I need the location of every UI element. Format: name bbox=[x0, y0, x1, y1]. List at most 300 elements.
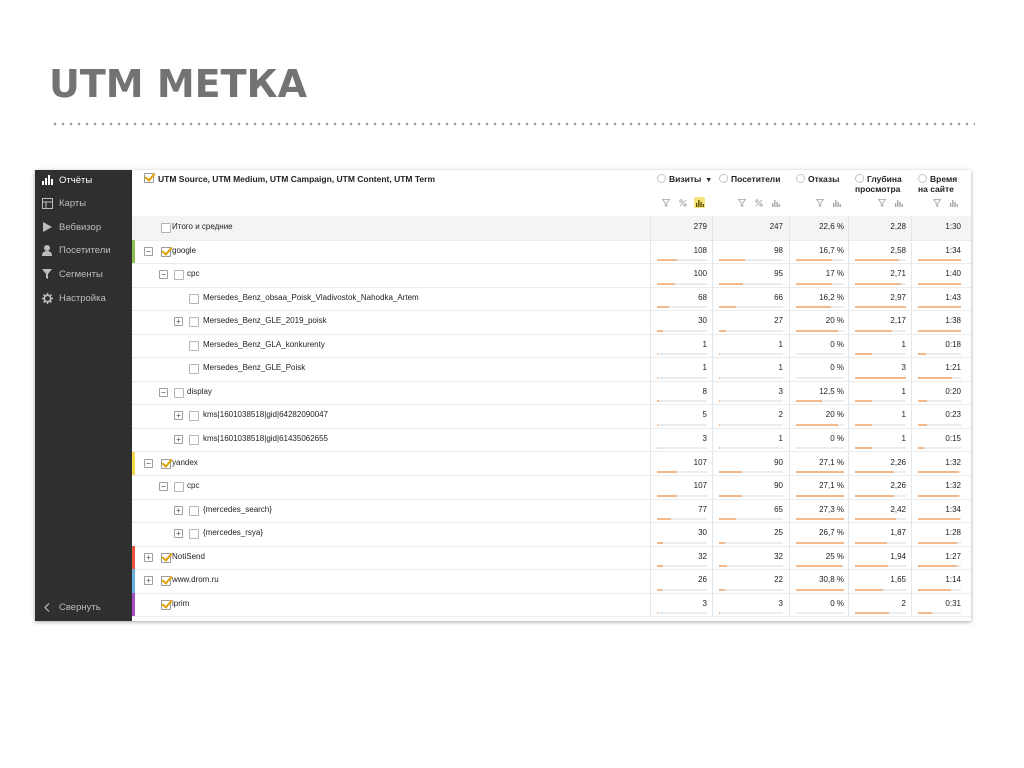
cell-visits: 30 bbox=[698, 528, 707, 538]
cell-time: 0:23 bbox=[945, 410, 961, 420]
cell-visits: 26 bbox=[698, 575, 707, 585]
bar-fill bbox=[918, 447, 924, 449]
bar-track bbox=[796, 518, 844, 520]
bar-track bbox=[918, 353, 961, 355]
column-separator bbox=[712, 569, 713, 593]
cell-depth: 2,28 bbox=[890, 222, 906, 231]
bar-fill bbox=[796, 306, 831, 308]
column-separator bbox=[712, 240, 713, 264]
row-checkbox[interactable] bbox=[161, 576, 171, 586]
bar-fill bbox=[918, 612, 932, 614]
column-separator bbox=[911, 452, 912, 476]
cell-time: 1:43 bbox=[945, 292, 961, 302]
series-color-stripe bbox=[132, 452, 135, 476]
bar-track bbox=[855, 589, 906, 591]
column-separator bbox=[712, 381, 713, 405]
cell-visits: 77 bbox=[698, 504, 707, 514]
totals-row[interactable] bbox=[132, 216, 971, 241]
sidebar-item-2[interactable] bbox=[35, 217, 132, 237]
map-icon bbox=[40, 197, 54, 211]
row-checkbox[interactable] bbox=[189, 317, 199, 327]
table-row[interactable] bbox=[132, 452, 971, 477]
row-checkbox[interactable] bbox=[189, 529, 199, 539]
bar-fill bbox=[657, 471, 677, 473]
bar-fill bbox=[719, 589, 725, 591]
bar-fill bbox=[719, 471, 742, 473]
sidebar-item-4[interactable] bbox=[35, 264, 132, 284]
sidebar-item-1[interactable] bbox=[35, 194, 132, 214]
table-row[interactable] bbox=[132, 522, 971, 547]
table-row[interactable] bbox=[132, 475, 971, 500]
row-label[interactable]: kms|1601038518|gid|61435062655 bbox=[203, 433, 329, 443]
cell-depth: 1,87 bbox=[890, 528, 906, 538]
column-separator bbox=[712, 475, 713, 499]
row-checkbox[interactable] bbox=[161, 553, 171, 563]
column-separator bbox=[789, 475, 790, 499]
cell-visitors: 95 bbox=[774, 269, 783, 279]
cell-depth: 2,26 bbox=[890, 457, 906, 467]
bar-track bbox=[796, 377, 844, 379]
cell-time: 1:34 bbox=[945, 245, 961, 255]
help-icon[interactable] bbox=[918, 174, 927, 183]
table-row[interactable] bbox=[132, 404, 971, 429]
row-label[interactable]: cpc bbox=[187, 481, 200, 491]
cell-bounce: 27,1 % bbox=[819, 457, 844, 467]
row-label[interactable]: NotiSend bbox=[172, 551, 205, 561]
bar-track bbox=[719, 565, 783, 567]
sidebar-item-0[interactable] bbox=[35, 170, 132, 190]
bar-track bbox=[719, 447, 783, 449]
cell-visits: 30 bbox=[698, 316, 707, 326]
cell-time: 0:20 bbox=[945, 386, 961, 396]
bar-fill bbox=[855, 471, 894, 473]
cell-depth: 2,26 bbox=[890, 481, 906, 491]
row-label[interactable]: Mersedes_Benz_GLE_2019_poisk bbox=[203, 316, 327, 326]
column-separator bbox=[650, 522, 651, 546]
bar-track bbox=[657, 424, 707, 426]
bar-fill bbox=[657, 518, 671, 520]
expand-row-icon[interactable]: + bbox=[174, 411, 183, 420]
column-separator bbox=[712, 263, 713, 287]
table-row[interactable] bbox=[132, 357, 971, 382]
bar-fill bbox=[796, 283, 832, 285]
bar-fill bbox=[855, 259, 899, 261]
bar-track bbox=[657, 447, 707, 449]
column-separator bbox=[789, 240, 790, 264]
funnel-icon[interactable] bbox=[931, 197, 942, 208]
row-checkbox[interactable] bbox=[189, 411, 199, 421]
column-separator bbox=[712, 216, 713, 240]
bar-track bbox=[855, 400, 906, 402]
bar-track bbox=[796, 353, 844, 355]
row-label[interactable]: kms|1601038518|gid|64282090047 bbox=[203, 410, 329, 420]
bar-track bbox=[719, 400, 783, 402]
cell-depth: 1,94 bbox=[890, 551, 906, 561]
row-label[interactable]: {mercedes_search} bbox=[203, 504, 272, 514]
bar-track bbox=[918, 330, 961, 332]
expand-row-icon[interactable]: + bbox=[174, 529, 183, 538]
collapse-row-icon[interactable]: − bbox=[159, 388, 168, 397]
cell-visitors: 98 bbox=[774, 245, 783, 255]
column-separator bbox=[848, 593, 849, 617]
bar-fill bbox=[918, 259, 961, 261]
column-separator bbox=[712, 522, 713, 546]
cell-depth: 1,65 bbox=[890, 575, 906, 585]
bar-fill bbox=[918, 565, 957, 567]
cell-time: 0:18 bbox=[945, 339, 961, 349]
column-separator bbox=[789, 593, 790, 617]
help-icon[interactable] bbox=[657, 174, 666, 183]
bar-track bbox=[918, 471, 961, 473]
sidebar-item-label: Карты bbox=[59, 198, 87, 210]
column-separator bbox=[911, 357, 912, 381]
bar-track bbox=[657, 353, 707, 355]
bar-track bbox=[855, 306, 906, 308]
cell-depth: 2,97 bbox=[890, 292, 906, 302]
bar-track bbox=[657, 518, 707, 520]
column-separator bbox=[650, 334, 651, 358]
help-icon[interactable] bbox=[855, 174, 864, 183]
column-header-visits[interactable] bbox=[657, 174, 715, 186]
bar-fill bbox=[855, 495, 894, 497]
bar-track bbox=[918, 589, 961, 591]
expand-row-icon[interactable]: + bbox=[144, 576, 153, 585]
funnel-icon[interactable] bbox=[660, 197, 671, 208]
bar-fill bbox=[855, 612, 889, 614]
bar-fill bbox=[918, 495, 959, 497]
funnel-icon[interactable] bbox=[736, 197, 747, 208]
column-header-visitors[interactable] bbox=[719, 174, 791, 184]
bars-small-active-icon[interactable] bbox=[694, 197, 705, 208]
grouping-checkbox[interactable] bbox=[144, 173, 154, 183]
cell-depth: 2 bbox=[901, 598, 906, 608]
collapse-row-icon[interactable]: − bbox=[159, 482, 168, 491]
column-header-depth[interactable] bbox=[855, 174, 914, 194]
table-row[interactable] bbox=[132, 569, 971, 594]
column-separator bbox=[650, 428, 651, 452]
cell-bounce: 26,7 % bbox=[819, 528, 844, 538]
bar-fill bbox=[918, 518, 960, 520]
table-row[interactable] bbox=[132, 546, 971, 571]
table-row[interactable] bbox=[132, 381, 971, 406]
bar-fill bbox=[855, 400, 872, 402]
row-checkbox[interactable] bbox=[174, 388, 184, 398]
cell-depth: 2,17 bbox=[890, 316, 906, 326]
cell-bounce: 30,8 % bbox=[819, 575, 844, 585]
bar-track bbox=[855, 353, 906, 355]
cell-visitors: 1 bbox=[778, 339, 783, 349]
column-separator bbox=[848, 522, 849, 546]
cell-depth: 1 bbox=[901, 386, 906, 396]
bar-track bbox=[719, 612, 783, 614]
cell-time: 0:31 bbox=[945, 598, 961, 608]
table-row[interactable] bbox=[132, 310, 971, 335]
expand-row-icon[interactable]: + bbox=[174, 317, 183, 326]
cell-visits: 1 bbox=[702, 363, 707, 373]
sidebar-item-5[interactable] bbox=[35, 288, 132, 308]
bar-fill bbox=[855, 377, 906, 379]
row-label[interactable]: Mersedes_Benz_obsaa_Poisk_Vladivostok_Nahodka_Artem bbox=[203, 292, 419, 302]
bar-track bbox=[918, 612, 961, 614]
collapse-row-icon[interactable]: − bbox=[159, 270, 168, 279]
column-separator bbox=[650, 546, 651, 570]
bar-track bbox=[657, 306, 707, 308]
cell-bounce: 0 % bbox=[830, 598, 844, 608]
column-separator bbox=[789, 452, 790, 476]
cell-visitors: 90 bbox=[774, 481, 783, 491]
bar-track bbox=[796, 259, 844, 261]
column-separator bbox=[650, 475, 651, 499]
bar-track bbox=[719, 471, 783, 473]
expand-row-icon[interactable]: + bbox=[174, 506, 183, 515]
bar-fill bbox=[719, 330, 726, 332]
column-header-label: Время на сайте bbox=[918, 174, 958, 194]
column-separator bbox=[848, 287, 849, 311]
row-checkbox[interactable] bbox=[189, 364, 199, 374]
collapse-label: Свернуть bbox=[59, 602, 101, 613]
bar-track bbox=[719, 353, 783, 355]
cell-visitors: 3 bbox=[778, 386, 783, 396]
table-row[interactable] bbox=[132, 334, 971, 359]
bar-track bbox=[855, 447, 906, 449]
row-label[interactable]: {mercedes_rsya} bbox=[203, 528, 264, 538]
bar-fill bbox=[657, 377, 658, 379]
row-label[interactable]: cpc bbox=[187, 269, 200, 279]
help-icon[interactable] bbox=[796, 174, 805, 183]
cell-visitors: 90 bbox=[774, 457, 783, 467]
bar-fill bbox=[657, 400, 659, 402]
percent-icon[interactable] bbox=[753, 197, 764, 208]
help-icon[interactable] bbox=[719, 174, 728, 183]
row-checkbox[interactable] bbox=[161, 223, 171, 233]
bar-fill bbox=[657, 283, 675, 285]
column-separator bbox=[712, 310, 713, 334]
column-separator bbox=[789, 404, 790, 428]
play-icon bbox=[40, 220, 54, 234]
row-label[interactable]: google bbox=[172, 245, 197, 255]
row-label[interactable]: Mersedes_Benz_GLE_Poisk bbox=[203, 363, 306, 373]
sidebar-item-label: Отчёты bbox=[59, 174, 93, 186]
row-label[interactable]: display bbox=[187, 386, 212, 396]
slide-title: UTM МЕТКА bbox=[49, 62, 307, 106]
bar-fill bbox=[796, 518, 844, 520]
row-checkbox[interactable] bbox=[174, 270, 184, 280]
column-separator bbox=[789, 357, 790, 381]
row-checkbox[interactable] bbox=[161, 600, 171, 610]
column-separator bbox=[789, 310, 790, 334]
cell-visitors: 1 bbox=[778, 363, 783, 373]
bar-fill bbox=[657, 542, 663, 544]
bar-fill bbox=[918, 306, 961, 308]
grouping-title[interactable]: UTM Source, UTM Medium, UTM Campaign, UTM Content, UTM Term bbox=[158, 174, 436, 184]
bar-track bbox=[719, 495, 783, 497]
sidebar-item-label: Вебвизор bbox=[59, 221, 102, 233]
bar-fill bbox=[918, 353, 926, 355]
column-separator bbox=[848, 357, 849, 381]
funnel-icon[interactable] bbox=[876, 197, 887, 208]
bar-fill bbox=[719, 306, 736, 308]
bar-fill bbox=[719, 400, 720, 402]
bar-fill bbox=[657, 565, 663, 567]
bar-track bbox=[855, 424, 906, 426]
bar-track bbox=[855, 612, 906, 614]
column-header-bounce[interactable] bbox=[796, 174, 852, 184]
cell-time: 1:28 bbox=[945, 528, 961, 538]
row-label[interactable]: Mersedes_Benz_GLA_konkurenty bbox=[203, 339, 325, 349]
row-checkbox[interactable] bbox=[161, 459, 171, 469]
bar-track bbox=[796, 542, 844, 544]
series-color-stripe bbox=[132, 593, 135, 617]
bar-fill bbox=[796, 330, 838, 332]
cell-visitors: 27 bbox=[774, 316, 783, 326]
bar-track bbox=[719, 424, 783, 426]
bars-small-icon[interactable] bbox=[831, 197, 842, 208]
gear-icon bbox=[40, 291, 54, 305]
column-header-time[interactable] bbox=[918, 174, 969, 194]
expand-row-icon[interactable]: + bbox=[174, 435, 183, 444]
row-checkbox[interactable] bbox=[174, 482, 184, 492]
sort-arrow-icon[interactable]: ▼ bbox=[705, 177, 713, 184]
column-separator bbox=[650, 381, 651, 405]
bars-small-icon[interactable] bbox=[948, 197, 959, 208]
cell-bounce: 0 % bbox=[830, 433, 844, 443]
bar-track bbox=[657, 330, 707, 332]
bar-fill bbox=[918, 424, 927, 426]
cell-depth: 1 bbox=[901, 433, 906, 443]
bar-fill bbox=[719, 259, 745, 261]
filter-icon bbox=[40, 267, 54, 281]
bar-fill bbox=[719, 542, 725, 544]
bar-fill bbox=[855, 283, 901, 285]
column-separator bbox=[712, 334, 713, 358]
row-checkbox[interactable] bbox=[189, 435, 199, 445]
bar-track bbox=[855, 377, 906, 379]
bar-fill bbox=[719, 565, 727, 567]
bar-fill bbox=[657, 589, 662, 591]
bar-fill bbox=[719, 495, 742, 497]
bar-track bbox=[918, 495, 961, 497]
bar-fill bbox=[657, 330, 663, 332]
column-separator bbox=[712, 428, 713, 452]
funnel-icon[interactable] bbox=[814, 197, 825, 208]
column-separator bbox=[650, 287, 651, 311]
cell-bounce: 25 % bbox=[825, 551, 844, 561]
bar-fill bbox=[796, 495, 844, 497]
column-separator bbox=[712, 357, 713, 381]
bar-fill bbox=[855, 447, 872, 449]
row-label[interactable]: yandex bbox=[172, 457, 198, 467]
row-label[interactable]: iprim bbox=[172, 598, 190, 608]
bar-track bbox=[657, 259, 707, 261]
cell-time: 1:34 bbox=[945, 504, 961, 514]
table-header bbox=[132, 170, 971, 217]
table-row[interactable] bbox=[132, 593, 971, 618]
bar-fill bbox=[918, 400, 927, 402]
column-separator bbox=[789, 381, 790, 405]
series-color-stripe bbox=[132, 546, 135, 570]
cell-time: 1:30 bbox=[945, 222, 961, 231]
bar-track bbox=[855, 283, 906, 285]
bar-fill bbox=[796, 542, 844, 544]
collapse-sidebar-button[interactable] bbox=[35, 602, 132, 613]
cell-visitors: 22 bbox=[774, 575, 783, 585]
row-label[interactable]: www.drom.ru bbox=[172, 575, 219, 585]
metrika-report-window bbox=[35, 170, 971, 621]
cell-depth: 3 bbox=[901, 363, 906, 373]
bar-track bbox=[796, 330, 844, 332]
column-separator bbox=[650, 404, 651, 428]
bar-track bbox=[657, 283, 707, 285]
cell-depth: 2,71 bbox=[890, 269, 906, 279]
table-row[interactable] bbox=[132, 287, 971, 312]
row-checkbox[interactable] bbox=[189, 294, 199, 304]
table-row[interactable] bbox=[132, 240, 971, 265]
series-color-stripe bbox=[132, 240, 135, 264]
table-row[interactable] bbox=[132, 263, 971, 288]
bar-track bbox=[719, 283, 783, 285]
column-separator bbox=[712, 452, 713, 476]
bar-track bbox=[719, 259, 783, 261]
bar-track bbox=[918, 447, 961, 449]
report-table bbox=[132, 170, 971, 621]
bar-fill bbox=[657, 495, 677, 497]
bar-track bbox=[918, 377, 961, 379]
bar-track bbox=[657, 542, 707, 544]
row-checkbox[interactable] bbox=[189, 341, 199, 351]
table-row[interactable] bbox=[132, 499, 971, 524]
bar-fill bbox=[719, 424, 720, 426]
sidebar-item-label: Настройка bbox=[59, 292, 106, 304]
cell-visits: 107 bbox=[693, 457, 707, 467]
cell-bounce: 16,2 % bbox=[819, 292, 844, 302]
bar-track bbox=[855, 518, 906, 520]
cell-time: 1:14 bbox=[945, 575, 961, 585]
column-separator bbox=[789, 263, 790, 287]
bar-track bbox=[918, 424, 961, 426]
column-separator bbox=[789, 428, 790, 452]
table-row[interactable] bbox=[132, 428, 971, 453]
column-separator bbox=[848, 404, 849, 428]
row-checkbox[interactable] bbox=[189, 506, 199, 516]
column-separator bbox=[650, 499, 651, 523]
percent-icon[interactable] bbox=[677, 197, 688, 208]
bar-track bbox=[657, 377, 707, 379]
cell-bounce: 17 % bbox=[825, 269, 844, 279]
row-label[interactable]: Итого и средние bbox=[172, 222, 233, 231]
row-checkbox[interactable] bbox=[161, 247, 171, 257]
bar-track bbox=[855, 259, 906, 261]
column-separator bbox=[712, 404, 713, 428]
bar-fill bbox=[796, 400, 822, 402]
column-separator bbox=[848, 499, 849, 523]
cell-visitors: 32 bbox=[774, 551, 783, 561]
column-separator bbox=[911, 404, 912, 428]
column-separator bbox=[848, 428, 849, 452]
bars-small-icon[interactable] bbox=[893, 197, 904, 208]
sidebar-item-3[interactable] bbox=[35, 241, 132, 261]
collapse-row-icon[interactable]: − bbox=[144, 247, 153, 256]
bar-track bbox=[918, 565, 961, 567]
bars-small-icon[interactable] bbox=[770, 197, 781, 208]
expand-row-icon[interactable]: + bbox=[144, 553, 153, 562]
collapse-row-icon[interactable]: − bbox=[144, 459, 153, 468]
bar-track bbox=[719, 518, 783, 520]
sidebar-item-label: Посетители bbox=[59, 245, 111, 257]
cell-depth: 1 bbox=[901, 339, 906, 349]
bar-chart-icon bbox=[40, 173, 54, 187]
cell-visits: 100 bbox=[693, 269, 707, 279]
bar-fill bbox=[657, 353, 658, 355]
